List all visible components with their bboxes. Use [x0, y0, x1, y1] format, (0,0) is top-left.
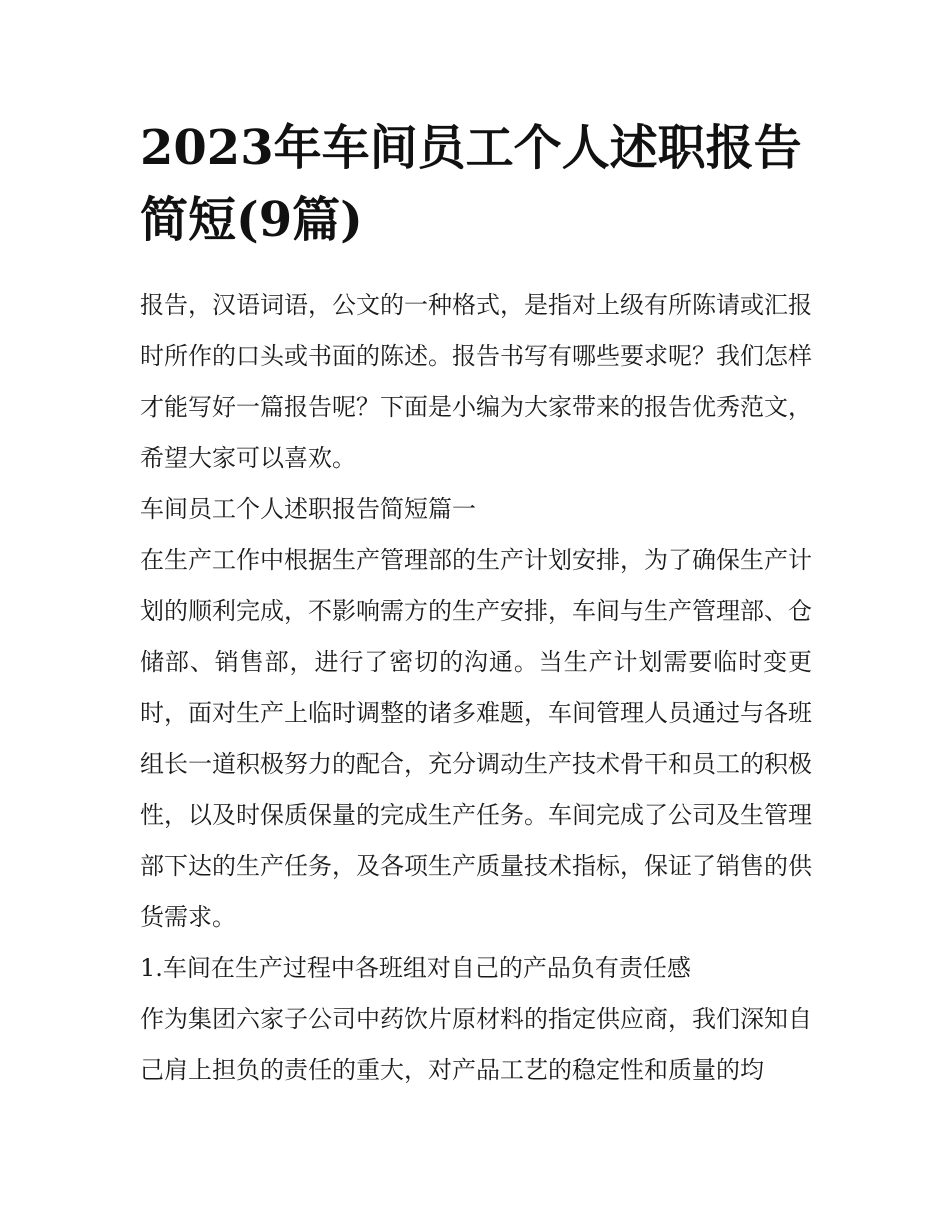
body-paragraph-2: 作为集团六家子公司中药饮片原材料的指定供应商，我们深知自己肩上担负的责任的重大，对产品工艺的稳定性和质量的均: [140, 1005, 812, 1084]
subheading-1: 1.车间在生产过程中各班组对自己的产品负有责任感: [140, 954, 691, 982]
intro-paragraph: 报告，汉语词语，公文的一种格式，是指对上级有所陈请或汇报时所作的口头或书面的陈述。报告书写有哪些要求呢？我们怎样才能写好一篇报告呢？下面是小编为大家带来的报告优秀范文，希望大家可以喜欢。: [140, 291, 812, 472]
document-title: 2023年车间员工个人述职报告简短(9篇): [140, 120, 802, 248]
section-heading: 车间员工个人述职报告简短篇一: [140, 495, 476, 523]
document-page: [140, 112, 812, 1096]
body-paragraph-1: 在生产工作中根据生产管理部的生产计划安排，为了确保生产计划的顺利完成，不影响需方的生产安排，车间与生产管理部、仓储部、销售部，进行了密切的沟通。当生产计划需要临时变更时，面对生产上临时调整的诸多难题，车间管理人员通过与各班组长一道积极努力的配合，充分调动生产技术骨干和员工的积极性，以及时保质保量的完成生产任务。车间完成了公司及生管理部下达的生产任务，及各项生产质量技术指标，保证了销售的供货需求。: [140, 546, 812, 931]
